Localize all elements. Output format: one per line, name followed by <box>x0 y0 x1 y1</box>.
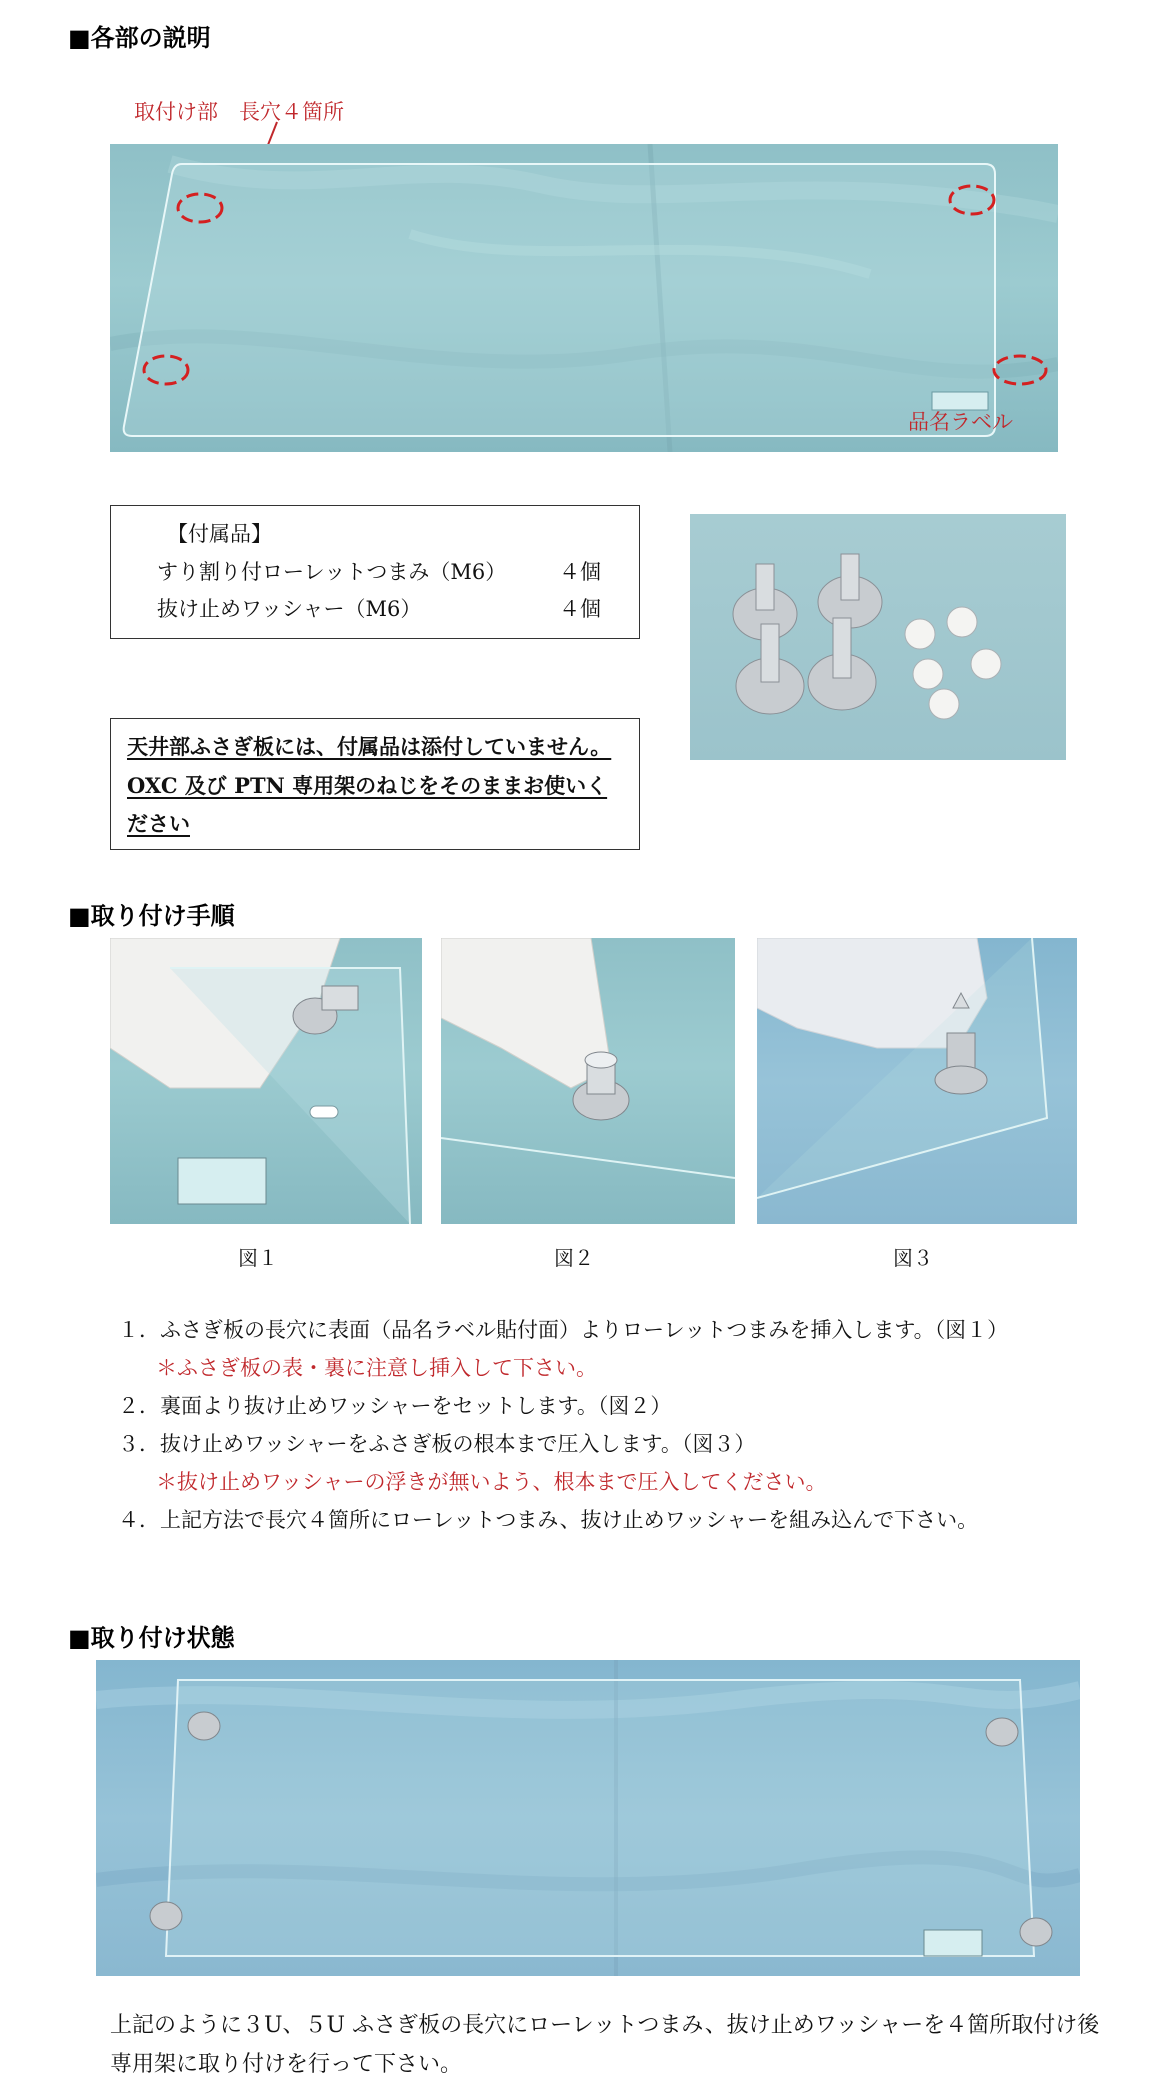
section-heading-installed: ■取り付け状態 <box>68 1624 235 1652</box>
procedure-step: ３．抜け止めワッシャーをふさぎ板の根本まで圧入します。（図３） <box>118 1432 756 1456</box>
accessory-item-qty: ４個 <box>559 597 601 621</box>
accessory-item-name: すり割り付ローレットつまみ（M6） <box>157 560 507 584</box>
note-box <box>110 718 640 850</box>
installed-instruction: 上記のように３U、５U ふさぎ板の長穴にローレットつまみ、抜け止めワッシャーを４箇所取付け後 <box>110 2013 1100 2038</box>
step-photo-2 <box>441 938 735 1224</box>
accessory-item-qty: ４個 <box>559 560 601 584</box>
procedure-warning: ＊ふさぎ板の表・裏に注意し挿入して下さい。 <box>156 1356 597 1380</box>
panel-photo-top <box>110 144 1058 452</box>
product-label-callout: 品名ラベル <box>908 410 1013 434</box>
procedure-step: １．ふさぎ板の長穴に表面（品名ラベル貼付面）よりローレットつまみを挿入します。（図１） <box>118 1318 1009 1342</box>
figure-caption: 図２ <box>554 1246 594 1270</box>
accessories-title: 【付属品】 <box>167 522 272 546</box>
accessory-item-name: 抜け止めワッシャー（M6） <box>157 597 422 621</box>
section-heading-parts: ■各部の説明 <box>68 24 211 52</box>
step-photo-1 <box>110 938 422 1224</box>
note-line: OXC 及び PTN 専用架のねじをそのままお使いく <box>127 773 608 798</box>
note-line: 天井部ふさぎ板には、付属品は添付していません。 <box>127 734 612 759</box>
note-line: ださい <box>127 811 190 836</box>
figure-caption: 図３ <box>893 1246 933 1270</box>
installed-panel-photo <box>96 1660 1080 1976</box>
procedure-warning: ＊抜け止めワッシャーの浮きが無いよう、根本まで圧入してください。 <box>156 1470 827 1494</box>
step-photo-3 <box>757 938 1077 1224</box>
figure-caption: 図１ <box>238 1246 278 1270</box>
procedure-step: ４．上記方法で長穴４箇所にローレットつまみ、抜け止めワッシャーを組み込んで下さい。 <box>118 1508 979 1532</box>
accessories-photo <box>690 514 1066 760</box>
mount-holes-callout: 取付け部 長穴４箇所 <box>134 100 344 124</box>
accessories-box <box>110 505 640 639</box>
procedure-step: ２．裏面より抜け止めワッシャーをセットします。（図２） <box>118 1394 672 1418</box>
installed-instruction: 専用架に取り付けを行って下さい。 <box>110 2052 463 2077</box>
section-heading-procedure: ■取り付け手順 <box>68 902 235 930</box>
